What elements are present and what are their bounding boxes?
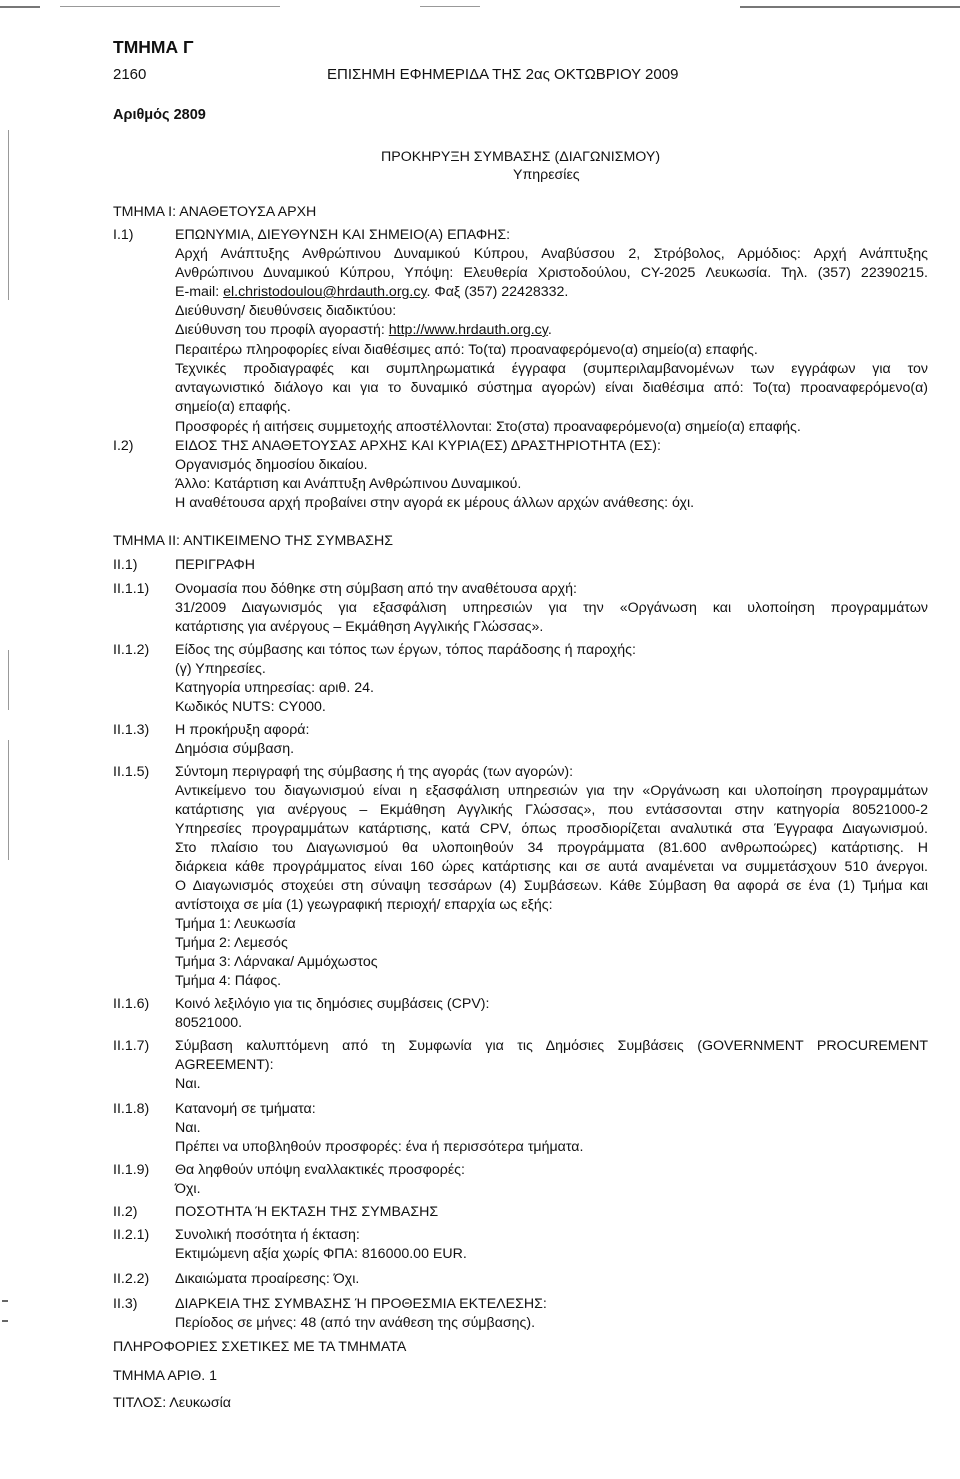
item-number: I.1) — [113, 227, 134, 243]
body-line: Εκτιμώμενη αξία χωρίς ΦΠΑ: 816000.00 EUR. — [175, 1246, 467, 1262]
scan-mark — [2, 1320, 8, 1322]
item-title: Κατανομή σε τμήματα: — [175, 1101, 316, 1117]
buyer-profile-label: Διεύθυνση του προφίλ αγοραστή: — [175, 322, 389, 338]
item-number: II.1.7) — [113, 1038, 150, 1054]
lot-item: Τμήμα 3: Λάρνακα/ Αμμόχωστος — [175, 954, 378, 970]
lot-item: Τμήμα 4: Πάφος. — [175, 973, 282, 989]
body-line: Άλλο: Κατάρτιση και Ανάπτυξη Ανθρώπινου Δυναμικού. — [175, 476, 522, 492]
item-number: II.1.8) — [113, 1101, 150, 1117]
body-line: Δημόσια σύμβαση. — [175, 741, 295, 757]
specs-line: Τεχνικές προδιαγραφές και συμπληρωματικά έγγραφα (συμπεριλαμβανομένων των εγγράφων για τον — [175, 361, 928, 377]
top-rule — [0, 6, 40, 8]
body-line: κατάρτισης για ανέργους – Εκμάθηση Αγγλικής Γλώσσας». — [175, 619, 544, 635]
body-line: Η αναθέτουσα αρχή προβαίνει στην αγορά εκ μέρους άλλων αρχών ανάθεσης: όχι. — [175, 495, 695, 511]
item-title: Ονομασία που δόθηκε στη σύμβαση από την αναθέτουσα αρχή: — [175, 581, 577, 597]
lot-item: Τμήμα 2: Λεμεσός — [175, 935, 288, 951]
buyer-profile-suffix: . — [547, 322, 552, 338]
body-line: Στο πλαίσιο του Διαγωνισμού θα υλοποιηθούν 34 προγράμματα (81.600 ανθρωποώρες) κατάρτισης. Η — [175, 840, 928, 856]
item-number: II.1) — [113, 557, 138, 573]
body-line: Ο Διαγωνισμός στοχεύει στη σύναψη τεσσάρων (4) Συμβάσεων. Κάθε Σύμβαση θα αφορά σε ένα (1) Τμήμα και — [175, 878, 928, 894]
body-line: διάρκεια κάθε προγράμματος είναι 160 ώρες κατάρτισης και σε αυτά αναμένεται να συμμετάσχουν 510 άνεργοι. — [175, 859, 928, 875]
item-number: II.2) — [113, 1204, 138, 1220]
body-line: Όχι. — [175, 1181, 201, 1197]
top-rule — [420, 6, 480, 7]
body-line: Περίοδος σε μήνες: 48 (από την ανάθεση της σύμβασης). — [175, 1315, 536, 1331]
body-line: Κωδικός NUTS: CY000. — [175, 699, 326, 715]
publication-title: ΕΠΙΣΗΜΗ ΕΦΗΜΕΡΙΔΑ ΤΗΣ 2ας ΟΚΤΩΒΡΙΟΥ 2009 — [327, 66, 679, 83]
item-number: II.1.3) — [113, 722, 150, 738]
web-label: Διεύθυνση/ διευθύνσεις διαδικτύου: — [175, 303, 397, 319]
body-line: κατάρτισης για ανέργους – Εκμάθηση Αγγλικής Γλώσσας», που εντάσσονται στην κατηγορία 80521000-2 — [175, 802, 928, 818]
item-title: Δικαιώματα προαίρεσης: Όχι. — [175, 1271, 360, 1287]
scan-edge — [8, 130, 9, 300]
item-number: II.3) — [113, 1296, 138, 1312]
body-line: Υπηρεσίες προγραμμάτων κατάρτισης, κατά CPV, όπως προσδιορίζεται αναλυτικά στα Έγγραφα Διαγωνισμού. — [175, 821, 928, 837]
item-title: Θα ληφθούν υπόψη εναλλακτικές προσφορές: — [175, 1162, 465, 1178]
body-line: αντίστοιχα σε μία (1) γεωγραφική περιοχή/ επαρχία ως εξής: — [175, 897, 553, 913]
top-rule — [60, 6, 280, 7]
item-title: Συνολική ποσότητα ή έκταση: — [175, 1227, 360, 1243]
item-title: ΕΠΩΝΥΜΙΑ, ΔΙΕΥΘΥΝΣΗ ΚΑΙ ΣΗΜΕΙΟ(Α) ΕΠΑΦΗΣ: — [175, 227, 511, 243]
address-line: Αρχή Ανάπτυξης Ανθρώπινου Δυναμικού Κύπρου, Αναβύσσου 2, Στρόβολος, Αρμόδιος: Αρχή Ανάπτυξης — [175, 246, 928, 262]
scan-mark — [2, 1300, 8, 1302]
body-line: 31/2009 Διαγωνισμός για εξασφάλιση υπηρεσιών για την «Οργάνωση και υλοποίηση προγραμμάτων — [175, 600, 928, 616]
buyer-profile-link[interactable]: http://www.hrdauth.org.cy — [388, 322, 548, 338]
lot-number: ΤΜΗΜΑ ΑΡΙΘ. 1 — [113, 1368, 218, 1384]
email-link[interactable]: el.christodoulou@hrdauth.org.cy — [223, 284, 427, 300]
page-number: 2160 — [113, 66, 147, 83]
info-line: Περαιτέρω πληροφορίες είναι διαθέσιμες από: Το(τα) προαναφερόμενο(α) σημείο(α) επαφής. — [175, 342, 758, 358]
email-label: E-mail: — [175, 284, 224, 300]
buyer-profile-line — [175, 321, 552, 340]
item-title: ΕΙΔΟΣ ΤΗΣ ΑΝΑΘΕΤΟΥΣΑΣ ΑΡΧΗΣ ΚΑΙ ΚΥΡΙΑ(ΕΣ) ΔΡΑΣΤΗΡΙΟΤΗΤΑ (ΕΣ): — [175, 438, 661, 454]
item-title: Είδος της σύμβασης και τόπος των έργων, τόπος παράδοσης ή παροχής: — [175, 642, 636, 658]
section-heading: ΤΜΗΜΑ Ι: ΑΝΑΘΕΤΟΥΣΑ ΑΡΧΗ — [113, 204, 317, 220]
body-line: 80521000. — [175, 1015, 243, 1031]
item-number: II.1.6) — [113, 996, 150, 1012]
offers-line: Προσφορές ή αιτήσεις συμμετοχής αποστέλλονται: Στο(στα) προαναφερόμενο(α) σημείο(α) επαφής. — [175, 419, 801, 435]
body-line: Οργανισμός δημοσίου δικαίου. — [175, 457, 368, 473]
item-title: ΔΙΑΡΚΕΙΑ ΤΗΣ ΣΥΜΒΑΣΗΣ Ή ΠΡΟΘΕΣΜΙΑ ΕΚΤΕΛΕΣΗΣ: — [175, 1296, 547, 1312]
item-title: Σύμβαση καλυπτόμενη από τη Συμφωνία για τις Δημόσιες Συμβάσεις (GOVERNMENT PROCUREMENT — [175, 1038, 928, 1054]
item-title: Η προκήρυξη αφορά: — [175, 722, 310, 738]
body-line: (γ) Υπηρεσίες. — [175, 661, 266, 677]
item-title: AGREEMENT): — [175, 1057, 274, 1073]
section-letter: ΤΜΗΜΑ Γ — [113, 37, 194, 57]
body-line: Ναι. — [175, 1076, 201, 1092]
top-rule — [740, 6, 960, 8]
item-title: Κοινό λεξιλόγιο για τις δημόσιες συμβάσεις (CPV): — [175, 996, 490, 1012]
item-title: ΠΟΣΟΤΗΤΑ Ή ΕΚΤΑΣΗ ΤΗΣ ΣΥΜΒΑΣΗΣ — [175, 1204, 439, 1220]
item-title: ΠΕΡΙΓΡΑΦΗ — [175, 557, 255, 573]
section-heading: ΠΛΗΡΟΦΟΡΙΕΣ ΣΧΕΤΙΚΕΣ ΜΕ ΤΑ ΤΜΗΜΑΤΑ — [113, 1339, 407, 1355]
section-heading: ΤΜΗΜΑ ΙΙ: ΑΝΤΙΚΕΙΜΕΝΟ ΤΗΣ ΣΥΜΒΑΣΗΣ — [113, 533, 393, 549]
item-title: Σύντομη περιγραφή της σύμβασης ή της αγοράς (των αγορών): — [175, 764, 574, 780]
contact-line — [175, 283, 568, 302]
item-number: II.1.5) — [113, 764, 150, 780]
scan-edge — [8, 740, 9, 860]
item-number: I.2) — [113, 438, 134, 454]
address-line: Ανθρώπινου Δυναμικού Κύπρου, Υπόψη: Ελευθερία Χριστοδούλου, CY-2025 Λευκωσία. Τηλ. (357) 22390215. — [175, 265, 928, 281]
item-number: II.1.9) — [113, 1162, 150, 1178]
item-number: II.1.1) — [113, 581, 150, 597]
body-line: Αντικείμενο του διαγωνισμού είναι η εξασφάλιση υπηρεσιών για την «Οργάνωση και υλοποίηση προγραμμάτων — [175, 783, 928, 799]
item-number: II.2.2) — [113, 1271, 150, 1287]
body-line: Πρέπει να υποβληθούν προσφορές: ένα ή περισσότερα τμήματα. — [175, 1139, 584, 1155]
body-line: Ναι. — [175, 1120, 201, 1136]
item-number: II.1.2) — [113, 642, 150, 658]
lot-item: Τμήμα 1: Λευκωσία — [175, 916, 296, 932]
notice-number: Αριθμός 2809 — [113, 107, 206, 123]
item-number: II.2.1) — [113, 1227, 150, 1243]
specs-line: σημείο(α) επαφής. — [175, 399, 291, 415]
scan-edge — [8, 650, 9, 710]
body-line: Κατηγορία υπηρεσίας: αριθ. 24. — [175, 680, 374, 696]
lot-title: ΤΙΤΛΟΣ: Λευκωσία — [113, 1395, 231, 1411]
notice-title: ΠΡΟΚΗΡΥΞΗ ΣΥΜΒΑΣΗΣ (ΔΙΑΓΩΝΙΣΜΟΥ) — [381, 149, 661, 165]
specs-line: ανταγωνιστικό διάλογο και για το δυναμικό σύστημα αγορών) είναι διαθέσιμα από: Το(τα) προαναφερόμενο(α) — [175, 380, 928, 396]
fax-text: . Φαξ (357) 22428332. — [426, 284, 569, 300]
notice-subtitle: Υπηρεσίες — [513, 167, 580, 183]
